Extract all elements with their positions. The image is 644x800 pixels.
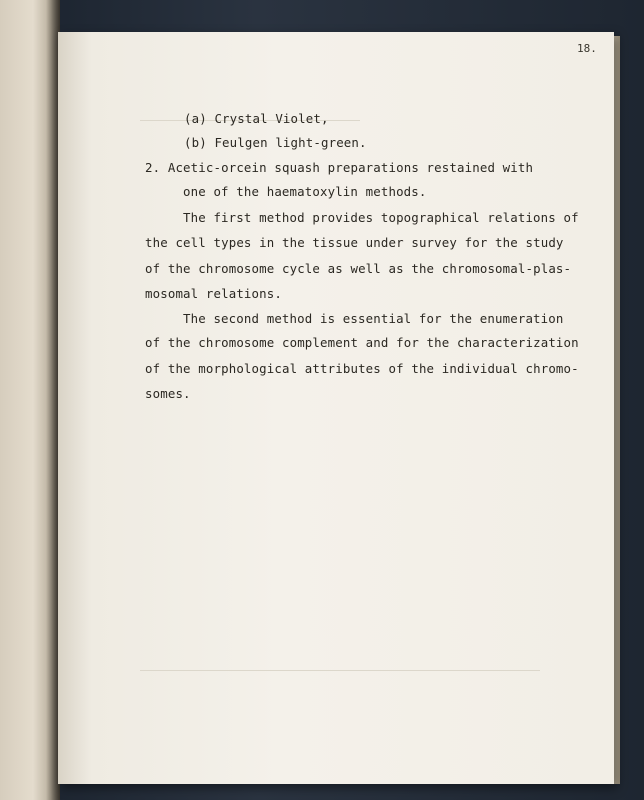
page-number: 18.	[577, 42, 597, 55]
text-line-7: of the chromosome cycle as well as the chromosomal-plas-	[145, 261, 572, 276]
text-line-8: mosomal relations.	[145, 286, 282, 301]
text-line-6: the cell types in the tissue under survey for the study	[145, 235, 564, 250]
text-line-10: of the chromosome complement and for the characterization	[145, 335, 579, 350]
text-line-3: 2. Acetic-orcein squash preparations restained with	[145, 160, 534, 175]
text-line-11: of the morphological attributes of the individual chromo-	[145, 361, 579, 376]
bleed-through-rule	[140, 670, 540, 671]
text-line-1: (a) Crystal Violet,	[184, 111, 329, 126]
text-line-2: (b) Feulgen light-green.	[184, 135, 367, 150]
text-line-9: The second method is essential for the enumeration	[183, 311, 564, 326]
text-line-12: somes.	[145, 386, 191, 401]
text-line-5: The first method provides topographical relations of	[183, 210, 579, 225]
text-line-4: one of the haematoxylin methods.	[183, 184, 427, 199]
